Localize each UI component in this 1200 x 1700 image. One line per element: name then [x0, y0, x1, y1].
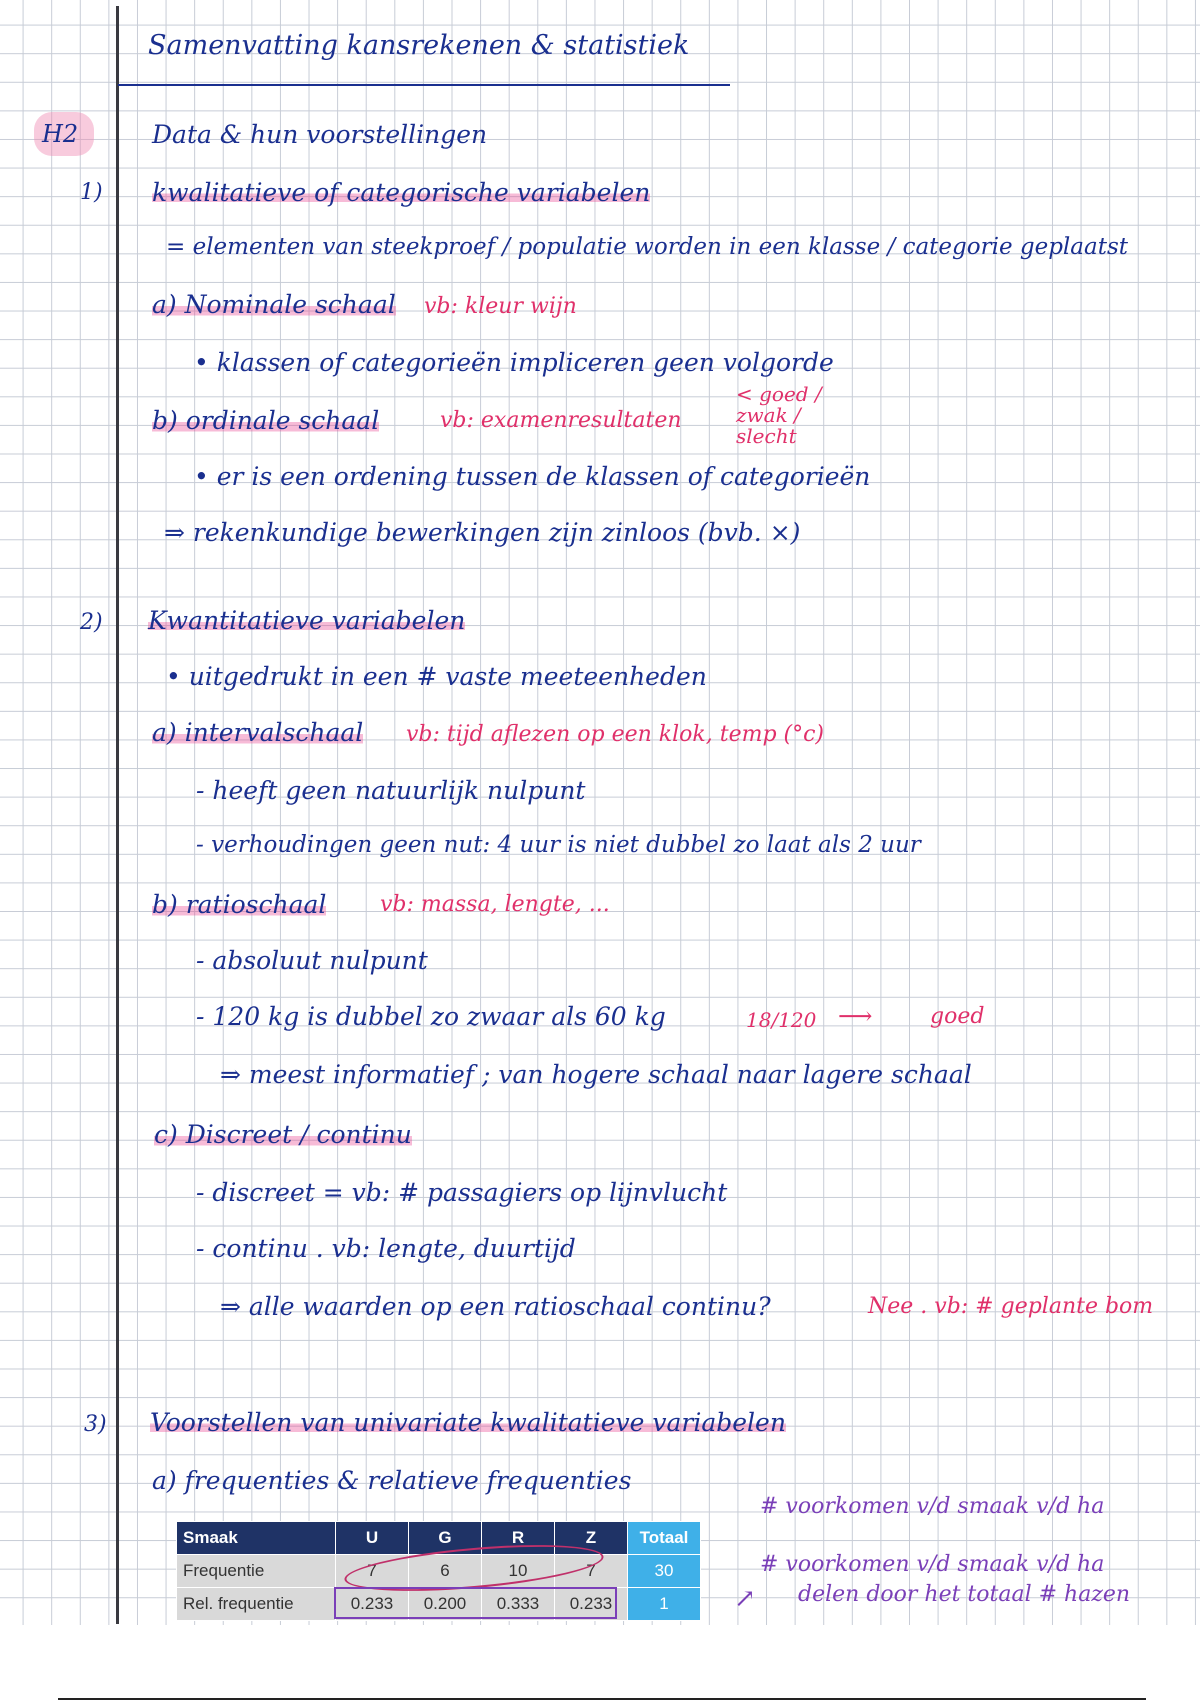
- page-title: Samenvatting kansrekenen & statistiek: [148, 30, 690, 61]
- section2-c-point2: - continu . vb: lengte, duurtijd: [196, 1234, 576, 1263]
- section2-a-label: a) intervalschaal: [152, 718, 364, 747]
- table-cell: Rel. frequentie: [177, 1588, 336, 1621]
- section2-b-conclusion: ⇒ meest informatief ; van hogere schaal naar lagere schaal: [220, 1060, 972, 1089]
- chapter-title: Data & hun voorstellingen: [152, 120, 488, 149]
- section2-c-question: ⇒ alle waarden op een ratioschaal continu?: [220, 1292, 771, 1321]
- table-cell: 10: [482, 1555, 555, 1588]
- section3-a-label: a) frequenties & relatieve frequenties: [152, 1466, 632, 1495]
- table-header-cell: G: [409, 1522, 482, 1555]
- table-header-cell: Z: [555, 1522, 628, 1555]
- section1-heading: kwalitatieve of categorische variabelen: [152, 178, 651, 207]
- section1-b-options: < goed / zwak / slecht: [736, 382, 822, 448]
- table-cell: 6: [409, 1555, 482, 1588]
- table-header-cell: Smaak: [177, 1522, 336, 1555]
- table-cell: 0.233: [555, 1588, 628, 1621]
- section2-c-label: c) Discreet / continu: [154, 1120, 412, 1149]
- title-underline: [118, 84, 730, 86]
- table-cell: 0.333: [482, 1588, 555, 1621]
- table-header-cell: U: [336, 1522, 409, 1555]
- arrow-icon: ⟶: [838, 1002, 873, 1030]
- section2-side-note: 18/120: [746, 1008, 817, 1032]
- section1-a-point: • klassen of categorieën impliceren geen volgorde: [194, 348, 834, 377]
- section1-definition: = elementen van steekproef / populatie worden in een klasse / categorie geplaatst: [166, 234, 1128, 260]
- section2-a-example: vb: tijd aflezen op een klok, temp (°c): [406, 722, 825, 747]
- margin-line: [116, 6, 119, 1624]
- table-cell: Frequentie: [177, 1555, 336, 1588]
- table-cell: 7: [555, 1555, 628, 1588]
- table-cell: 1: [628, 1588, 701, 1621]
- section2-b-point2: - 120 kg is dubbel zo zwaar als 60 kg: [196, 1002, 666, 1031]
- section1-b-example: vb: examenresultaten: [440, 408, 682, 433]
- section1-number: 1): [80, 180, 103, 205]
- section1-b-point: • er is een ordening tussen de klassen of categorieën: [194, 462, 871, 491]
- section2-a-point1: - heeft geen natuurlijk nulpunt: [196, 776, 586, 805]
- arrow-up-icon: ↗: [734, 1584, 756, 1614]
- table-cell: 7: [336, 1555, 409, 1588]
- section2-number: 2): [80, 610, 103, 635]
- table-cell: 0.200: [409, 1588, 482, 1621]
- section1-conclusion: ⇒ rekenkundige bewerkingen zijn zinloos (bvb. ×): [164, 518, 801, 547]
- section1-b-label: b) ordinale schaal: [152, 406, 380, 435]
- section3-number: 3): [84, 1412, 107, 1437]
- table-cell: 30: [628, 1555, 701, 1588]
- table-header-cell: Totaal: [628, 1522, 701, 1555]
- section3-note3: delen door het totaal # hazen: [798, 1582, 1131, 1607]
- section2-a-point2: - verhoudingen geen nut: 4 uur is niet dubbel zo laat als 2 uur: [196, 832, 921, 858]
- section1-a-example: vb: kleur wijn: [424, 294, 577, 319]
- section2-c-answer: Nee . vb: # geplante bom: [868, 1294, 1154, 1319]
- section3-heading: Voorstellen van univariate kwalitatieve variabelen: [150, 1408, 786, 1437]
- relfreq-box-annotation: [334, 1587, 617, 1619]
- table-header-cell: R: [482, 1522, 555, 1555]
- section2-b-point1: - absoluut nulpunt: [196, 946, 428, 975]
- table-cell: 0.233: [336, 1588, 409, 1621]
- section2-b-example: vb: massa, lengte, ...: [380, 892, 610, 917]
- chapter-number: H2: [42, 120, 79, 148]
- section3-note2: # voorkomen v/d smaak v/d ha: [760, 1552, 1105, 1577]
- table-header-row: [177, 1522, 701, 1555]
- section3-note1: # voorkomen v/d smaak v/d ha: [760, 1494, 1105, 1519]
- section2-heading: Kwantitatieve variabelen: [148, 606, 466, 635]
- section1-a-label: a) Nominale schaal: [152, 290, 396, 319]
- section2-c-point1: - discreet = vb: # passagiers op lijnvlucht: [196, 1178, 728, 1207]
- section2-b-label: b) ratioschaal: [152, 890, 327, 919]
- section2-point: • uitgedrukt in een # vaste meeteenheden: [166, 662, 707, 691]
- section2-side-note2: goed: [930, 1004, 985, 1029]
